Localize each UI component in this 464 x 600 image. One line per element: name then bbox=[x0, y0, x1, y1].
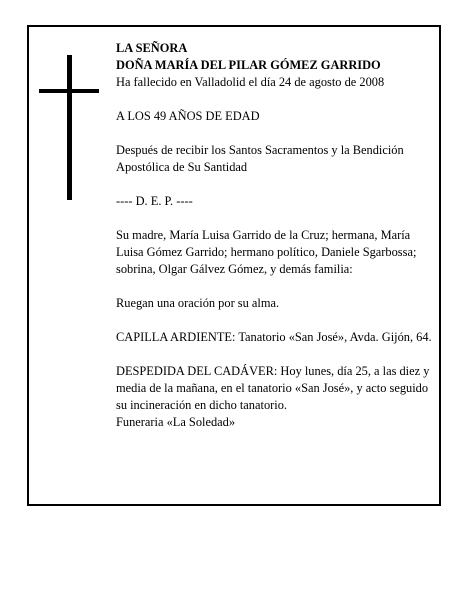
obituary-notice bbox=[27, 25, 441, 506]
prayer-request: Ruegan una oración por su alma. bbox=[116, 296, 280, 310]
funeral-home: Funeraria «La Soledad» bbox=[116, 415, 236, 429]
notice-text bbox=[116, 40, 438, 431]
farewell-info bbox=[116, 363, 438, 414]
farewell-label: DESPEDIDA DEL CADÁVER: bbox=[116, 364, 278, 378]
sacraments-statement: Después de recibir los Santos Sacramentos y la Bendición Apostólica de Su Santidad bbox=[116, 143, 404, 174]
cross-horizontal-bar bbox=[39, 89, 99, 93]
farewell-text: Hoy lunes, día 25, a las diez y media de la mañana, en el tanatorio «San José», y acto seguido su incineración en dicho tanatorio. bbox=[116, 364, 430, 412]
chapel-info bbox=[116, 329, 438, 346]
chapel-text: Tanatorio «San José», Avda. Gijón, 64. bbox=[238, 330, 432, 344]
notice-title bbox=[116, 40, 438, 74]
deceased-name: DOÑA MARÍA DEL PILAR GÓMEZ GARRIDO bbox=[116, 58, 381, 72]
cross-icon bbox=[39, 55, 99, 200]
age-statement: A LOS 49 AÑOS DE EDAD bbox=[116, 109, 260, 123]
cross-vertical-bar bbox=[67, 55, 72, 200]
rip-statement: ---- D. E. P. ---- bbox=[116, 194, 193, 208]
title-honorific: LA SEÑORA bbox=[116, 41, 188, 55]
death-statement: Ha fallecido en Valladolid el día 24 de agosto de 2008 bbox=[116, 75, 385, 89]
family-statement: Su madre, María Luisa Garrido de la Cruz; hermana, María Luisa Gómez Garrido; hermano político, Daniele Sgarbossa; sobrina, Olgar Gálvez Gómez, y demás familia: bbox=[116, 228, 417, 276]
chapel-label: CAPILLA ARDIENTE: bbox=[116, 330, 236, 344]
